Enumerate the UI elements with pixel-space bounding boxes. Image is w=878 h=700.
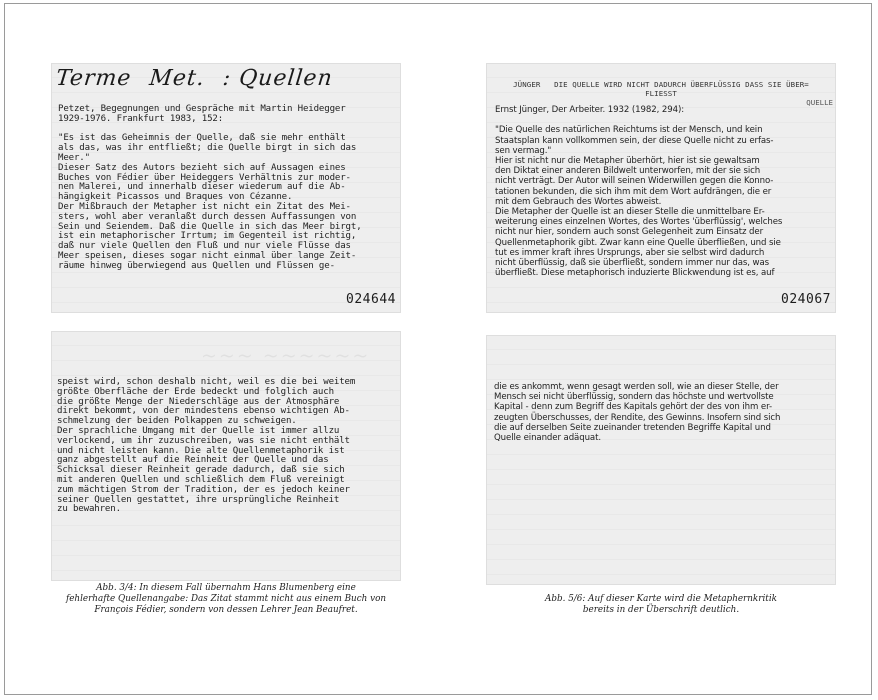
index-card-2 (486, 63, 836, 313)
index-card-4 (486, 335, 836, 585)
card-header-line: JÜNGER DIE QUELLE WIRD NICHT DADURCH ÜBERFLÜSSIG DASS SIE ÜBER= (513, 80, 809, 89)
card-text: Ernst Jünger, Der Arbeiter. 1932 (1982, 294): "Die Quelle des natürlichen Reichtums ist der Mensch, und kein Staatsplan kann vollkommen sein, der diese Quelle nicht zu erfas- sen vermag." Hier ist nicht nur die Metapher überhört, hier ist sie gewaltsam den Diktat einer anderen Bildwelt unterworfen, mit der sie sich nicht verträgt. Der Autor will seinen Widerwillen gegen die Konno- tationen bekunden, die sich ihm mit dem Wort aufdrängen, die er mit dem Gebrauch des Wortes abweist. Die Metapher der Quelle ist an dieser Stelle die unmittelbare Er- weiterung eines einzelnen Wortes, des Wortes 'überflüssig', welches nicht nur hier, sondern auch sonst Gelegenheit zum Einsatz der Quellenmetaphorik gibt. Zwar kann eine Quelle überfließen, und sie tut es immer kraft ihres Ursprungs, aber sie selbst wird dadurch nicht überflüssig, daß sie überfließt, sondern immer nur das, was überfließt. Diese metaphorisch induzierte Blickwendung ist es, auf (495, 105, 783, 279)
card-number: 024067 (781, 292, 831, 307)
card-text: die es ankommt, wenn gesagt werden soll, wie an dieser Stelle, der Mensch sei nicht überflüssig, sondern das höchste und wertvollste Kapital - denn zum Begriff des Kapitals gehört der des von ihm er- zeugten Überschusses, der Rendite, des Gewinns. Insofern sind sich die auf derselben Seite zueinander tretenden Begriffe Kapital und Quelle einander adäquat. (494, 382, 781, 444)
card-text: speist wird, schon deshalb nicht, weil es die bei weitem größte Oberfläche der Erde bedeckt und folglich auch die größte Menge der Niederschläge aus der Atmosphäre direkt bekommt, von der mindestens ebenso wichtigen Ab- schmelzung der beiden Polkappen zu schweigen. Der sprachliche Umgang mit der Quelle ist immer allzu verlockend, um ihr zuzuschreiben, was sie nicht enthält und nicht leisten kann. Die alte Quellenmetaphorik ist ganz abgestellt auf die Reinheit der Quelle und das Schicksal dieser Reinheit gerade dadurch, daß sie sich mit anderen Quellen und schließlich dem Fluß vereinigt zum mächtigen Strom der Tradition, der es jedoch keiner seiner Quellen gestattet, ihre ursprüngliche Reinheit zu bewahren. (57, 377, 356, 515)
card-header (486, 80, 836, 98)
handwritten-word: Met. (148, 66, 207, 91)
card-number: 024644 (346, 292, 396, 307)
page-frame (4, 3, 872, 695)
handwritten-heading (55, 66, 352, 91)
handwritten-word: : Quellen (221, 66, 334, 91)
handwritten-word: Terme (54, 66, 133, 91)
show-through-handwriting: ~~~ ~~~~~~ (201, 345, 371, 367)
card-header-line: FLIESST (645, 89, 677, 98)
card-text: Petzet, Begegnungen und Gespräche mit Martin Heidegger 1929-1976. Frankfurt 1983, 152: "Es ist das Geheimnis der Quelle, daß sie mehr enthält als das, was ihr entfließt; die Quelle birgt in sich das Meer." Dieser Satz des Autors bezieht sich auf Aussagen eines Buches von Fédier über Heideggers Verhältnis zur moder- nen Malerei, und innerhalb dieser wiederum auf die Ab- hängigkeit Picassos und Braques von Cézanne. Der Mißbrauch der Metapher ist nicht ein Zitat des Mei- sters, wohl aber veranlaßt durch dessen Auffassungen von Sein und Seiendem. Daß die Quelle in sich das Meer birgt, ist ein metaphorischer Irrtum; im Gegenteil ist richtig, daß nur viele Quellen den Fluß und nur viele Flüsse das Meer speisen, dieses sogar nicht einmal über lange Zeit- räume hinweg überwiegend aus Quellen und Flüssen ge- (58, 104, 362, 271)
card-header-tag: QUELLE (806, 98, 833, 107)
figure-caption: Abb. 5/6: Auf dieser Karte wird die Metaphernkritik bereits in der Überschrift deutlich. (545, 594, 777, 616)
figure-caption: Abb. 3/4: In diesem Fall übernahm Hans Blumenberg eine fehlerhafte Quellenangabe: Das Zitat stammt nicht aus einem Buch von François Fédier, sondern von dessen Lehrer Jean Beaufret. (65, 583, 387, 616)
index-card-3 (51, 331, 401, 581)
index-card-1 (51, 63, 401, 313)
